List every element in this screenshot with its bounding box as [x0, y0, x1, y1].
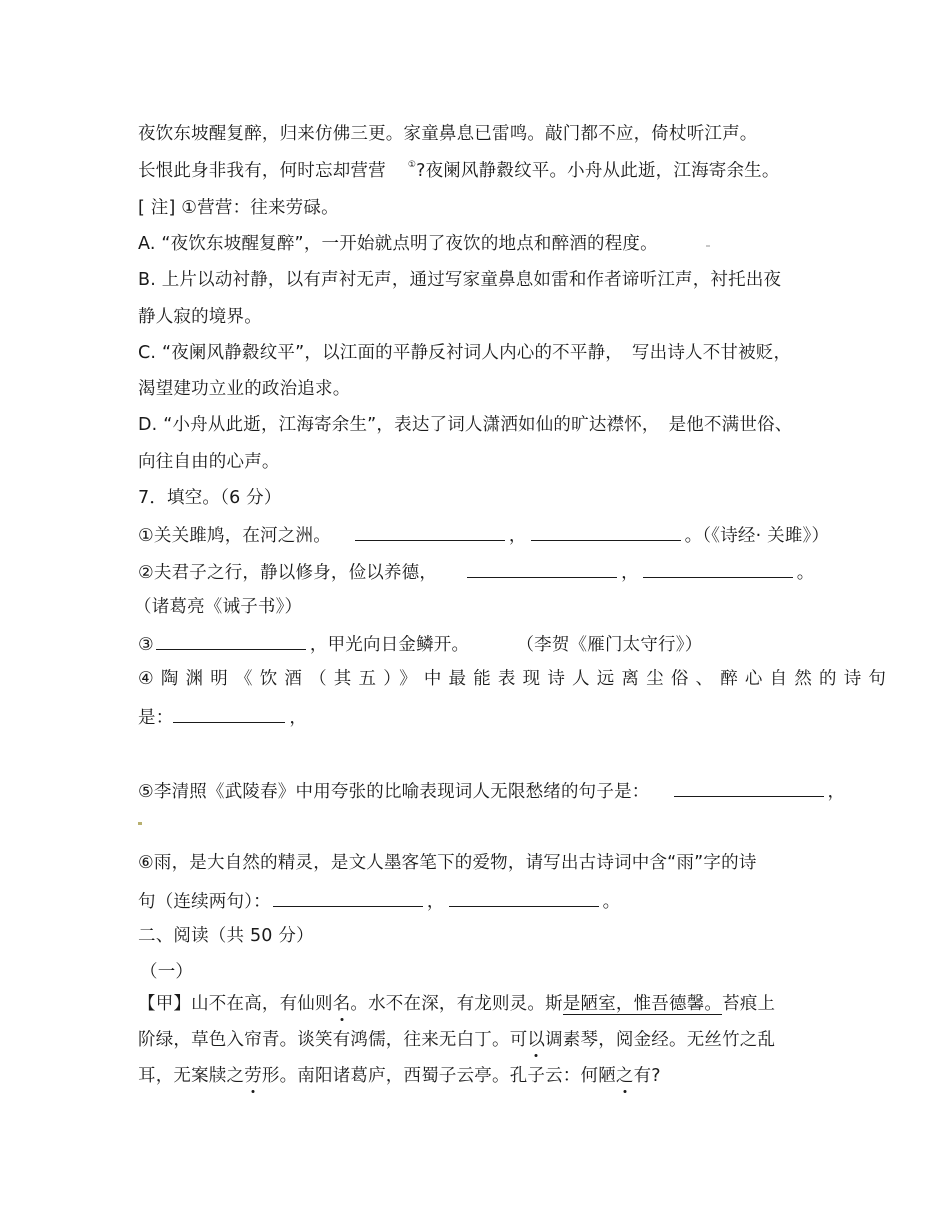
- poem-line-2-text-b: ?夜阑风静縠纹平。小舟从此逝，江海寄余生。: [416, 161, 780, 181]
- fill-item-1-source: 。（《诗经· 关雎》）: [684, 526, 830, 546]
- passage-text: 阶绿，草色入帘青。谈笑有鸿儒，往来无白丁。可: [138, 1030, 528, 1050]
- fill-item-1-prompt: ①关关雎鸠，在河之洲。: [138, 526, 331, 546]
- option-d-line-1: D. “小舟从此逝，江海寄余生”，表达了词人潇洒如仙的旷达襟怀， 是他不满世俗、: [138, 415, 793, 435]
- passage-text: 苔痕上: [722, 994, 776, 1014]
- fill-item-2-prompt: ②夫君子之行，静以修身，俭以养德，: [138, 563, 438, 583]
- fill-item-2: [138, 559, 815, 585]
- period: 。: [602, 892, 621, 912]
- passage-line-3: [138, 1064, 661, 1088]
- passage-line-2: [138, 1028, 775, 1052]
- scan-speck: [706, 245, 710, 247]
- section-heading-reading: 二、阅读（共 50 分）: [138, 926, 314, 946]
- emphasis-char: 之: [615, 1066, 634, 1086]
- emphasis-char: 以: [527, 1030, 546, 1050]
- fill-item-5: [138, 778, 845, 804]
- fill-item-6-line-2: [138, 888, 620, 914]
- option-a: A. “夜饮东坡醒复醉”，一开始就点明了夜饮的地点和醉酒的程度。: [138, 234, 658, 254]
- question-7-title: 7．填空。（6 分）: [138, 488, 282, 508]
- fill-item-2-source: （诸葛亮《诫子书》）: [134, 597, 303, 617]
- poem-line-2: [138, 159, 780, 186]
- fill-item-3: [138, 631, 702, 657]
- period: 。: [796, 563, 815, 583]
- scan-speck: [138, 822, 142, 825]
- fill-blank[interactable]: [355, 522, 505, 541]
- footnote-marker: ①: [407, 160, 417, 170]
- poem-line-2-text-a: 长恨此身非我有，何时忘却营营: [138, 161, 386, 181]
- option-b-line-1: B. 上片以动衬静，以有声衬无声，通过写家童鼻息如雷和作者谛听江声，衬托出夜: [138, 270, 782, 290]
- passage-text: 。水不在深，有龙则灵。斯: [350, 994, 563, 1014]
- passage-text: 形。南阳诸葛庐，西蜀子云亭。孔子云：何陋: [261, 1066, 616, 1086]
- comma: ，: [426, 892, 445, 912]
- option-c-line-2: 渴望建功立业的政治追求。: [138, 379, 351, 399]
- passage-text: 有?: [633, 1066, 661, 1086]
- fill-blank[interactable]: [273, 888, 423, 907]
- underlined-sentence: 是陋室，惟吾德馨。: [562, 994, 723, 1014]
- fill-blank[interactable]: [173, 704, 285, 723]
- emphasis-char: 名: [332, 994, 351, 1014]
- fill-blank[interactable]: [467, 559, 617, 578]
- fill-item-5-prompt: ⑤李清照《武陵春》中用夸张的比喻表现词人无限愁绪的句子是：: [138, 782, 650, 802]
- fill-item-4-prompt: 是：: [138, 708, 174, 728]
- fill-item-3-number: ③: [138, 635, 154, 655]
- comma: ，: [508, 526, 527, 546]
- poem-line-1: 夜饮东坡醒复醉，归来仿佛三更。家童鼻息已雷鸣。敲门都不应，倚杖听江声。: [138, 124, 758, 144]
- comma: ，: [827, 782, 846, 802]
- passage-line-1: [138, 992, 775, 1016]
- fill-blank[interactable]: [674, 778, 824, 797]
- fill-item-6-prompt: 句（连续两句）：: [138, 892, 271, 912]
- passage-text: 调素琴，阅金经。无丝竹之乱: [545, 1030, 776, 1050]
- fill-item-3-text: ，甲光向日金鳞开。: [309, 635, 470, 655]
- emphasis-char: 劳: [244, 1066, 262, 1086]
- subsection-heading: （一）: [140, 962, 194, 982]
- comma: ，: [289, 708, 308, 728]
- option-d-line-2: 向往自由的心声。: [138, 452, 280, 472]
- fill-blank[interactable]: [449, 888, 599, 907]
- fill-blank[interactable]: [531, 522, 681, 541]
- passage-text: 【甲】山不在高，有仙则: [138, 994, 333, 1014]
- poem-annotation: [ 注] ①营营：往来劳碌。: [138, 198, 339, 218]
- fill-item-1: [138, 522, 829, 548]
- fill-item-6-line-1: ⑥雨，是大自然的精灵，是文人墨客笔下的爱物，请写出古诗词中含“雨”字的诗: [138, 853, 757, 873]
- fill-blank[interactable]: [643, 559, 793, 578]
- fill-item-4-line-1: ④陶渊明《饮酒（其五）》中最能表现诗人远离尘俗、醉心自然的诗句: [138, 669, 894, 689]
- fill-blank[interactable]: [156, 631, 306, 650]
- passage-text: 耳，无案牍之: [138, 1066, 245, 1086]
- fill-item-3-source: （李贺《雁门太守行》）: [525, 635, 703, 655]
- option-c-line-1: C. “夜阑风静縠纹平”，以江面的平静反衬词人内心的不平静， 写出诗人不甘被贬，: [138, 343, 792, 363]
- comma: ，: [621, 563, 639, 583]
- option-b-line-2: 静人寂的境界。: [138, 307, 262, 327]
- fill-item-4-line-2: [138, 704, 307, 730]
